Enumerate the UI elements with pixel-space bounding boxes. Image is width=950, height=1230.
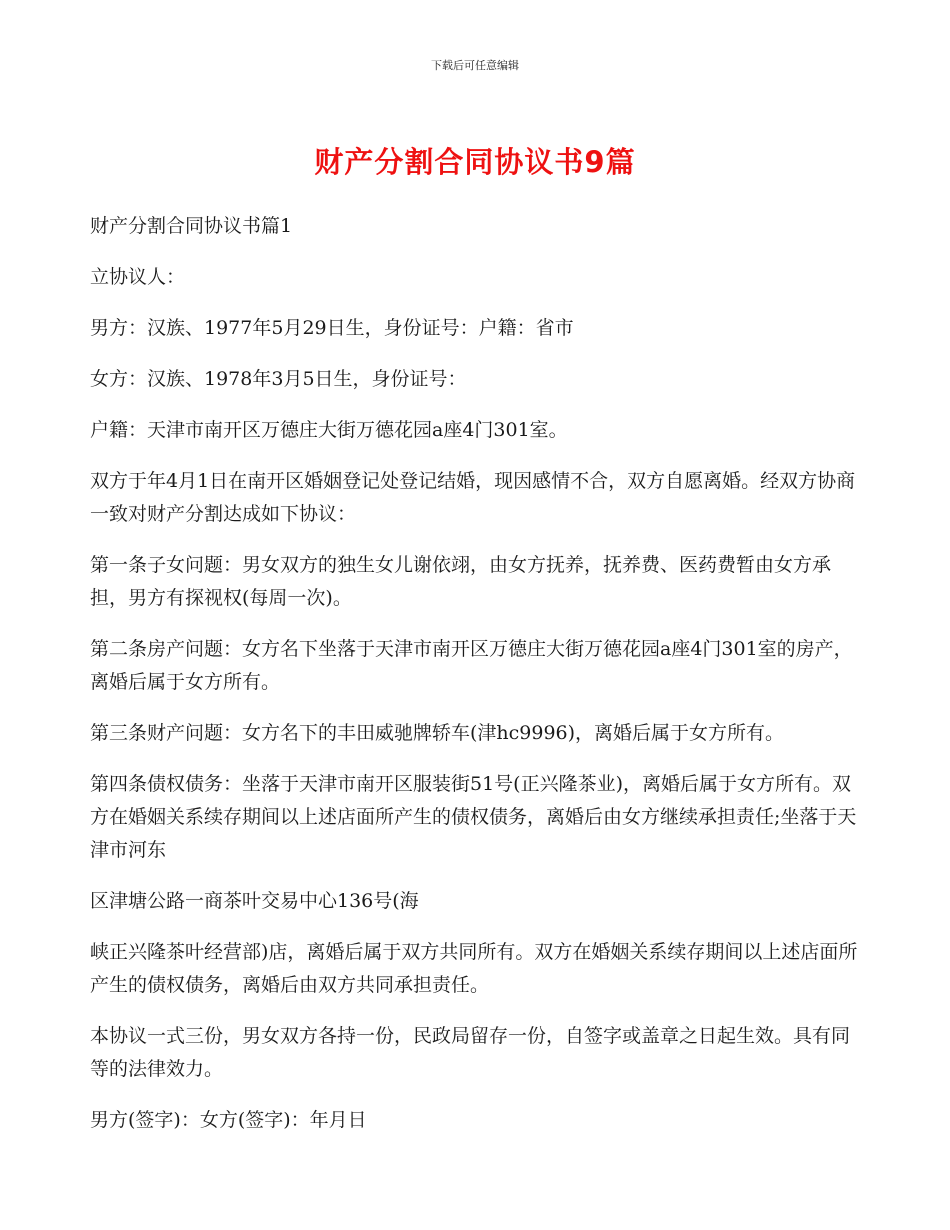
paragraph-household: 户籍：天津市南开区万德庄大街万德花园a座4门301室。	[90, 419, 568, 441]
document-body	[90, 210, 865, 1155]
paragraph-heading: 财产分割合同协议书篇1	[90, 215, 293, 237]
paragraph-preamble: 双方于年4月1日在南开区婚姻登记处登记结婚，现因感情不合，双方自愿离婚。经双方协商一致对财产分割达成如下协议：	[90, 470, 856, 525]
paragraph-article-4: 第四条债权债务：坐落于天津市南开区服装街51号(正兴隆茶业)，离婚后属于女方所有。双方在婚姻关系续存期间以上述店面所产生的债权债务，离婚后由女方继续承担责任;坐落于天津市河东	[90, 773, 857, 861]
paragraph-signatures: 男方(签字)：女方(签字)：年月日	[90, 1109, 367, 1131]
paragraph-parties: 立协议人：	[90, 266, 186, 288]
paragraph-article-2: 第二条房产问题：女方名下坐落于天津市南开区万德庄大街万德花园a座4门301室的房产，离婚后属于女方所有。	[90, 638, 853, 693]
header-note: 下载后可任意编辑	[431, 59, 519, 72]
paragraph-article-3: 第三条财产问题：女方名下的丰田威驰牌轿车(津hc9996)，离婚后属于女方所有。	[90, 722, 785, 744]
document-title: 财产分割合同协议书9篇	[314, 145, 636, 179]
paragraph-article-1: 第一条子女问题：男女双方的独生女儿谢依翊，由女方抚养，抚养费、医药费暂由女方承担，男方有探视权(每周一次)。	[90, 554, 832, 609]
paragraph-article-4-cont-b: 峡正兴隆茶叶经营部)店，离婚后属于双方共同所有。双方在婚姻关系续存期间以上述店面所产生的债权债务，离婚后由双方共同承担责任。	[90, 941, 858, 996]
paragraph-article-4-cont-a: 区津塘公路一商茶叶交易中心136号(海	[90, 890, 419, 912]
paragraph-male-party: 男方：汉族、1977年5月29日生，身份证号：户籍：省市	[90, 317, 574, 339]
paragraph-female-party: 女方：汉族、1978年3月5日生，身份证号：	[90, 368, 467, 390]
paragraph-copies: 本协议一式三份，男女双方各持一份，民政局留存一份，自签字或盖章之日起生效。具有同等的法律效力。	[90, 1025, 851, 1080]
